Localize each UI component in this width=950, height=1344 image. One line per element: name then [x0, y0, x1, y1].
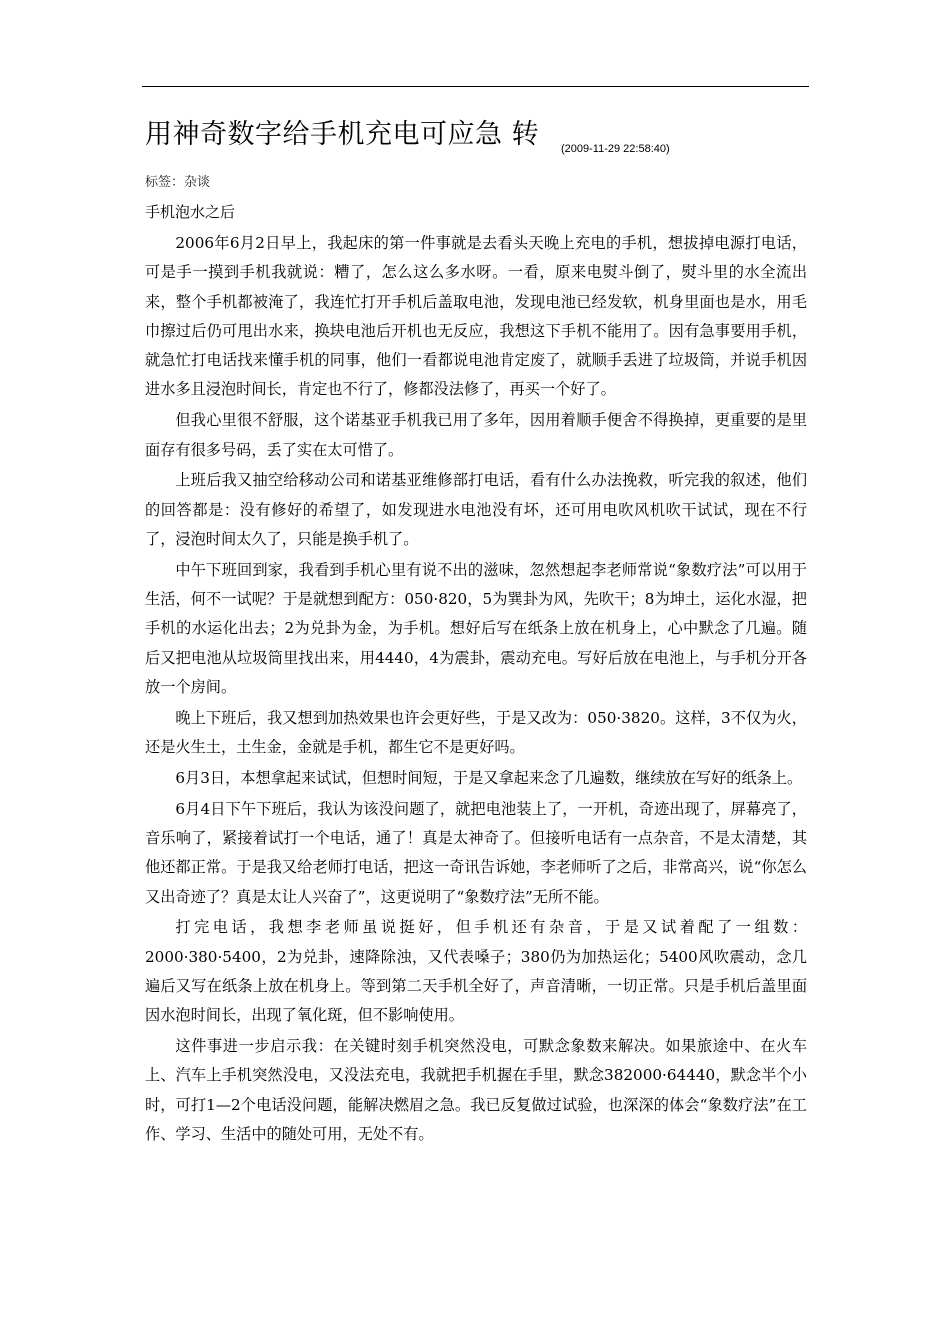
title-row [145, 112, 845, 160]
post-timestamp: (2009-11-29 22:58:40) [561, 143, 670, 155]
article-subtitle: 手机泡水之后 [145, 203, 236, 221]
paragraph: 6月3日，本想拿起来试试，但想时间短，于是又拿起来念了几遍数，继续放在写好的纸条上。 [175, 768, 803, 787]
page-title: 用神奇数字给手机充电可应急 转 [145, 119, 540, 150]
paragraph: 打完电话，我想李老师虽说挺好，但手机还有杂音，于是又试着配了一组数：2000·380·5400，2为兑卦，速降除浊，又代表嗓子；380仍为加热运化；5400风吹震动，念几遍后又写在纸条上放在机身上。等到第二天手机全好了，声音清晰，一切正常。只是手机后盖里面因水泡时间长，出现了氧化斑，但不影响使用。 [145, 918, 807, 1025]
post-tags: 标签：杂谈 [145, 175, 211, 190]
paragraph: 晚上下班后，我又想到加热效果也许会更好些，于是又改为：050·3820。这样，3不仅为火，还是火生土，土生金，金就是手机，都生它不是更好吗。 [145, 708, 807, 757]
paragraph: 这件事进一步启示我：在关键时刻手机突然没电，可默念象数来解决。如果旅途中、在火车上、汽车上手机突然没电，又没法充电，我就把手机握在手里，默念382000·64440，默念半个小时，可打1—2个电话没问题，能解决燃眉之急。我已反复做过试验，也深深的体会“象数疗法”在工作、学习、生活中的随处可用，无处不有。 [145, 1037, 807, 1143]
paragraph: 6月4日下午下班后，我认为该没问题了，就把电池装上了，一开机，奇迹出现了，屏幕亮了，音乐响了，紧接着试打一个电话，通了！真是太神奇了。但接听电话有一点杂音，不是太清楚，其他还都正常。于是我又给老师打电话，把这一奇讯告诉她，李老师听了之后，非常高兴，说“你怎么又出奇迹了？真是太让人兴奋了”，这更说明了“象数疗法”无所不能。 [145, 799, 807, 906]
article-body [145, 229, 807, 1151]
paragraph: 2006年6月2日早上，我起床的第一件事就是去看头天晚上充电的手机，想拔掉电源打电话，可是手一摸到手机我就说：糟了，怎么这么多水呀。一看，原来电熨斗倒了，熨斗里的水全流出来，整个手机都被淹了，我连忙打开手机后盖取电池，发现电池已经发软，机身里面也是水，用毛巾擦过后仍可甩出水来，换块电池后开机也无反应，我想这下手机不能用了。因有急事要用手机，就急忙打电话找来懂手机的同事，他们一看都说电池肯定废了，就顺手丢进了垃圾筒，并说手机因进水多且浸泡时间长，肯定也不行了，修都没法修了，再买一个好了。 [145, 234, 807, 399]
paragraph: 中午下班回到家，我看到手机心里有说不出的滋味，忽然想起李老师常说“象数疗法”可以用于生活，何不一试呢？于是就想到配方：050·820，5为巽卦为风，先吹干；8为坤土，运化水湿，把手机的水运化出去；2为兑卦为金，为手机。想好后写在纸条上放在机身上，心中默念了几遍。随后又把电池从垃圾筒里找出来，用4440，4为震卦，震动充电。写好后放在电池上，与手机分开各放一个房间。 [145, 560, 807, 696]
header-rule [142, 86, 809, 87]
paragraph: 但我心里很不舒服，这个诺基亚手机我已用了多年，因用着顺手便舍不得换掉，更重要的是里面存有很多号码，丢了实在太可惜了。 [145, 411, 807, 459]
paragraph: 上班后我又抽空给移动公司和诺基亚维修部打电话，看有什么办法挽救，听完我的叙述，他们的回答都是：没有修好的希望了，如发现进水电池没有坏，还可用电吹风机吹干试试，现在不行了，浸泡时间太久了，只能是换手机了。 [145, 471, 807, 548]
